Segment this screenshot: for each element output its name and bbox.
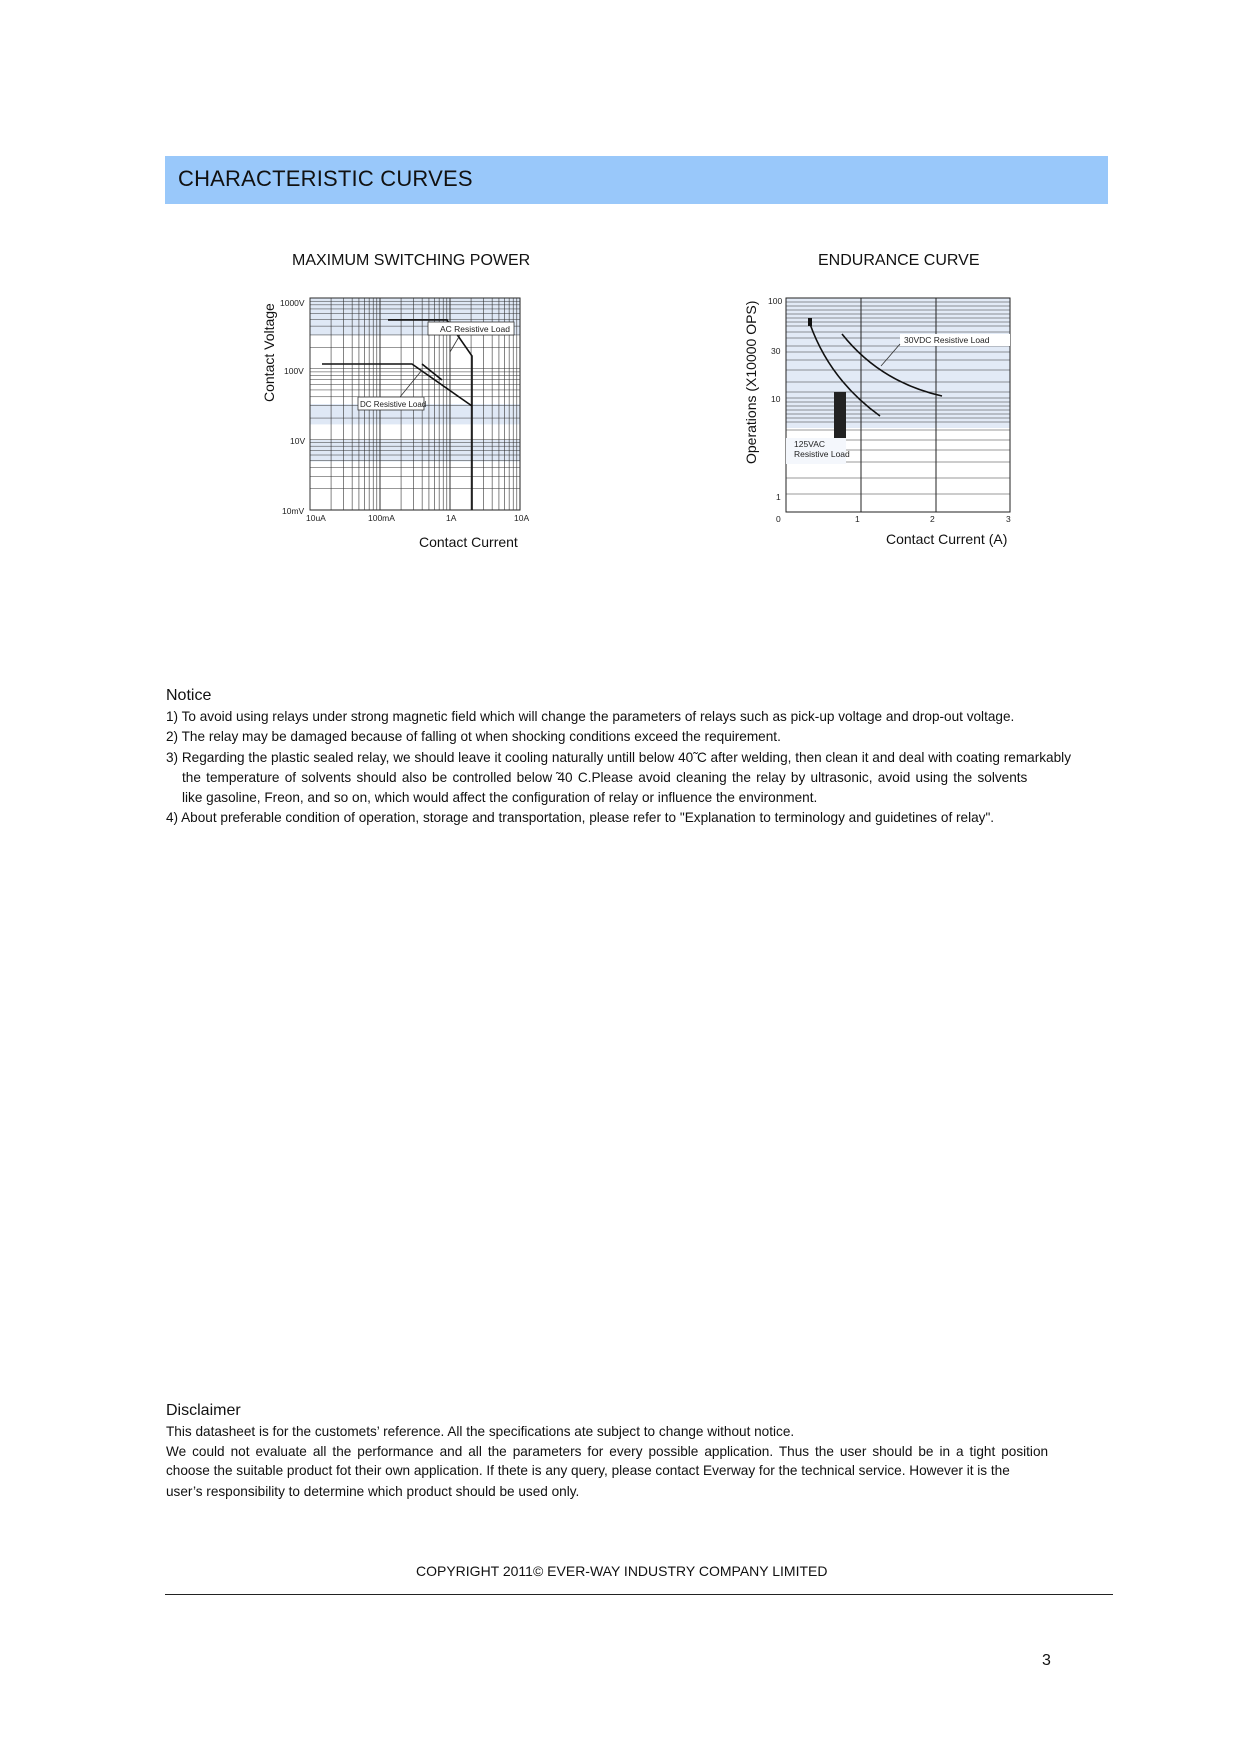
disclaimer-line-3: choose the suitable product fot their own application. If thete is any query, please contact Everway for the technical service. However it is the [166, 1463, 1010, 1478]
notice-heading: Notice [166, 687, 212, 704]
disclaimer-line-4: user’s responsibility to determine which product should be used only. [166, 1484, 580, 1499]
endurance-chart-title: ENDURANCE CURVE [818, 252, 980, 269]
switching-x-tick-10a: 10A [514, 513, 530, 523]
switching-y-tick-10v: 10V [290, 436, 306, 446]
endurance-ac-label-line2: Resistive Load [794, 449, 850, 459]
ac-label-leader [450, 335, 460, 352]
section-title: CHARACTERISTIC CURVES [178, 166, 473, 191]
endurance-x-tick-2: 2 [930, 514, 935, 524]
switching-y-axis-label: Contact Voltage [261, 303, 277, 402]
notice-line-2: 2) The relay may be damaged because of falling ot when shocking conditions exceed the requirement. [166, 729, 781, 744]
switching-x-tick-100ma: 100mA [368, 513, 395, 523]
footer-rule [165, 1594, 1113, 1595]
notice-line-6: 4) About preferable condition of operation, storage and transportation, please refer to "Explanation to terminology and guidetines of relay". [166, 810, 995, 825]
notice-line-3: 3) Regarding the plastic sealed relay, we should leave it cooling naturally untill below 40̃ C after welding, then clean it and deal with coating remarkably [166, 750, 1071, 765]
switching-y-tick-1000v: 1000V [280, 298, 305, 308]
endurance-chart [760, 290, 1020, 530]
endurance-ac-label-line1: 125VAC [794, 439, 826, 449]
ac-resistive-load-label: AC Resistive Load [440, 324, 510, 334]
endurance-y-tick-30: 30 [771, 346, 781, 356]
endurance-x-tick-1: 1 [855, 514, 860, 524]
endurance-band-mid [786, 398, 1010, 428]
endurance-y-tick-10: 10 [771, 394, 781, 404]
switching-y-tick-10mv: 10mV [282, 506, 305, 516]
switching-band-2 [310, 440, 520, 462]
disclaimer-heading: Disclaimer [166, 1402, 241, 1419]
switching-x-axis-label: Contact Current [419, 534, 518, 550]
endurance-x-tick-3: 3 [1006, 514, 1011, 524]
endurance-y-axis-label: Operations (X10000 OPS) [743, 300, 759, 464]
endurance-y-tick-100: 100 [768, 296, 783, 306]
page-number: 3 [1042, 1652, 1051, 1669]
switching-x-tick-1a: 1A [446, 513, 457, 523]
notice-line-1: 1) To avoid using relays under strong magnetic field which will change the parameters of relays such as pick-up voltage and drop-out voltage. [166, 709, 1015, 724]
endurance-grid [786, 298, 1010, 512]
dc-resistive-load-label: DC Resistive Load [360, 400, 427, 409]
disclaimer-line-2: We could not evaluate all the performance and all the parameters for every possible application. Thus the user should be in a tight position [166, 1444, 1049, 1459]
endurance-dc-label: 30VDC Resistive Load [904, 335, 990, 345]
endurance-x-axis-label: Contact Current (A) [886, 531, 1008, 547]
endurance-y-tick-1: 1 [776, 492, 781, 502]
switching-y-tick-100v: 100V [284, 366, 304, 376]
switching-chart-title: MAXIMUM SWITCHING POWER [292, 252, 531, 269]
ac-load-bar [834, 392, 846, 440]
notice-line-4: the temperature of solvents should also be controlled below ̃40 C.Please avoid cleaning the relay by ultrasonic, avoid using the solvents [182, 770, 1028, 785]
dc-label-leader [400, 370, 422, 397]
disclaimer-line-1: This datasheet is for the customets’ reference. All the specifications ate subject to change without notice. [166, 1424, 795, 1439]
ac-curve-start-mark [808, 318, 812, 326]
switching-power-chart [272, 290, 542, 530]
switching-x-tick-10ua: 10uA [306, 513, 326, 523]
endurance-x-tick-0: 0 [776, 514, 781, 524]
copyright-text: COPYRIGHT 2011© EVER-WAY INDUSTRY COMPANY LIMITED [416, 1563, 828, 1579]
notice-line-5: like gasoline, Freon, and so on, which would affect the configuration of relay or influence the environment. [182, 790, 818, 805]
